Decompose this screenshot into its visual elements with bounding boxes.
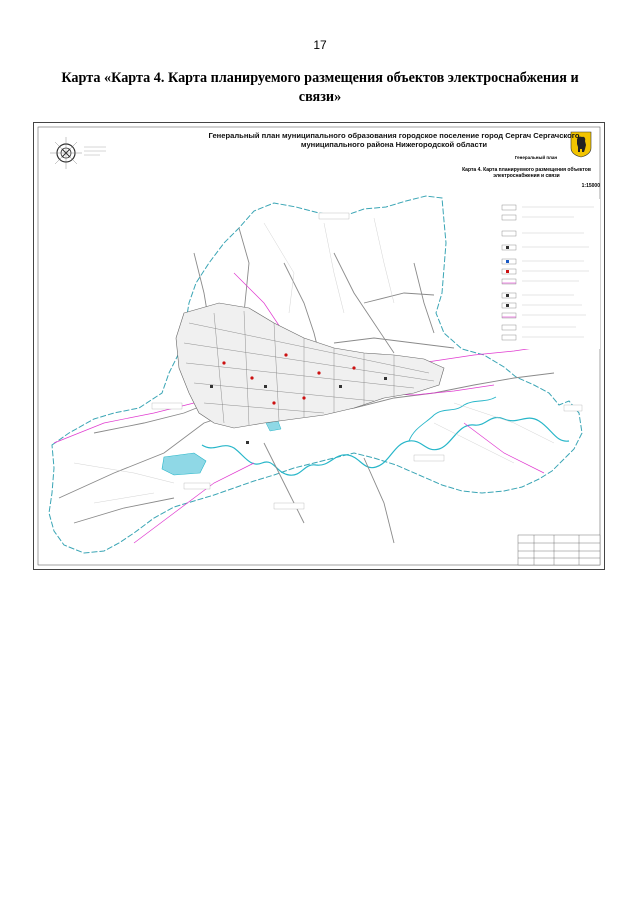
river-2 xyxy=(409,397,496,441)
river xyxy=(202,417,569,475)
page-number: 17 xyxy=(313,38,327,52)
map-drawing xyxy=(34,123,604,569)
legend xyxy=(496,199,600,349)
map-title: Генеральный план муниципального образования городское поселение город Сергач Сергачского муниципального района Нижегородской области xyxy=(208,131,580,149)
wind-rose-icon xyxy=(50,137,106,169)
map-figure xyxy=(33,122,605,570)
map-scale: 1:15000 xyxy=(581,183,600,189)
title-block xyxy=(518,535,600,565)
map-name: Карта 4. Карта планируемого размещения объектов электроснабжения и связи xyxy=(462,167,591,179)
map-subtitle: Генеральный план xyxy=(514,155,558,160)
reservoir xyxy=(162,453,206,475)
page-heading: Карта «Карта 4. Карта планируемого размещения объектов электроснабжения и связи» xyxy=(61,70,579,105)
